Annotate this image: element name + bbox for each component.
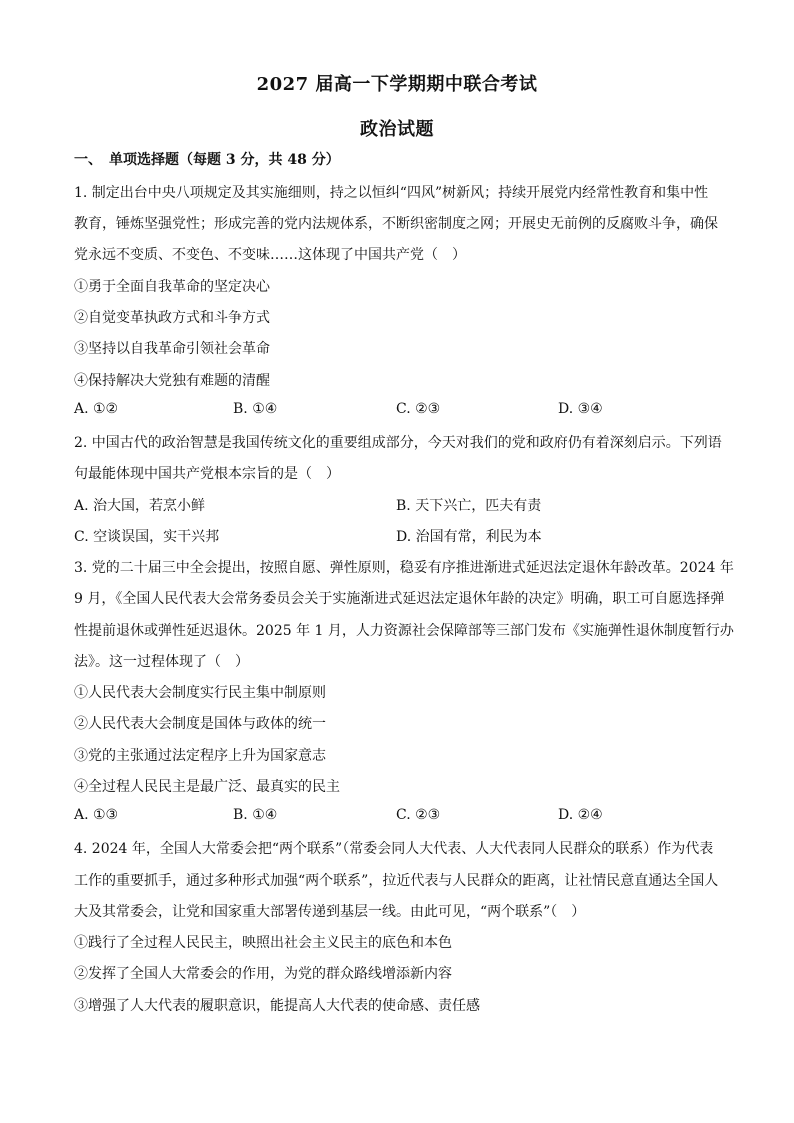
exam-subject: 政治试题 <box>360 119 434 140</box>
q2-option-a: A. 治大国，若烹小鲜 <box>74 498 206 514</box>
q1-item: ②自觉变革执政方式和斗争方式 <box>74 310 270 326</box>
q4-stem-line: 4. 2024 年，全国人大常委会把“两个联系”（常委会同人大代表、人大代表同人民群众的联系）作为代表 <box>74 841 714 857</box>
q3-item: ①人民代表大会制度实行民主集中制原则 <box>74 685 326 701</box>
q2-stem-line: 2. 中国古代的政治智慧是我国传统文化的重要组成部分，今天对我们的党和政府仍有着深刻启示。下列语 <box>74 435 722 451</box>
q1-option-c: C. ②③ <box>396 401 441 417</box>
section-heading: 一、 单项选择题（每题 3 分，共 48 分） <box>74 152 340 168</box>
q3-stem-line: 9 月，《全国人民代表大会常务委员会关于实施渐进式延迟法定退休年龄的决定》明确，职工可自愿选择弹 <box>74 591 725 607</box>
q1-option-a: A. ①② <box>74 401 119 417</box>
q1-stem-line: 教育，锤炼坚强党性；形成完善的党内法规体系，不断织密制度之网；开展史无前例的反腐败斗争，确保 <box>74 216 718 232</box>
q3-stem-line: 性提前退休或弹性延迟退休。2025 年 1 月，人力资源社会保障部等三部门发布《实施弹性退休制度暂行办 <box>74 623 734 639</box>
q3-item: ④全过程人民民主是最广泛、最真实的民主 <box>74 779 340 795</box>
q3-item: ②人民代表大会制度是国体与政体的统一 <box>74 716 326 732</box>
q1-option-d: D. ③④ <box>558 401 603 417</box>
q2-option-b: B. 天下兴亡，匹夫有责 <box>396 498 542 514</box>
q3-option-a: A. ①③ <box>74 807 119 823</box>
q3-item: ③党的主张通过法定程序上升为国家意志 <box>74 748 326 764</box>
q3-option-d: D. ②④ <box>558 807 603 823</box>
q1-item: ④保持解决大党独有难题的清醒 <box>74 373 270 389</box>
q2-option-c: C. 空谈误国，实干兴邦 <box>74 529 220 545</box>
q2-option-d: D. 治国有常，利民为本 <box>396 529 542 545</box>
q3-option-c: C. ②③ <box>396 807 441 823</box>
q4-item: ③增强了人大代表的履职意识，能提高人大代表的使命感、责任感 <box>74 998 480 1014</box>
q3-stem-line: 法》。这一过程体现了（ ） <box>74 654 249 670</box>
q3-stem-line: 3. 党的二十届三中全会提出，按照自愿、弹性原则，稳妥有序推进渐进式延迟法定退休年龄改革。2024 年 <box>74 560 734 576</box>
q1-stem-line: 1. 制定出台中央八项规定及其实施细则，持之以恒纠“四风”树新风；持续开展党内经常性教育和集中性 <box>74 185 709 201</box>
q1-stem-line: 党永远不变质、不变色、不变味……这体现了中国共产党（ ） <box>74 247 466 263</box>
q1-option-b: B. ①④ <box>233 401 278 417</box>
q2-stem-line: 句最能体现中国共产党根本宗旨的是（ ） <box>74 466 340 482</box>
q1-item: ①勇于全面自我革命的坚定决心 <box>74 279 270 295</box>
exam-title: 2027 届高一下学期期中联合考试 <box>256 74 538 95</box>
q3-option-b: B. ①④ <box>233 807 278 823</box>
q4-item: ②发挥了全国人大常委会的作用，为党的群众路线增添新内容 <box>74 966 452 982</box>
q4-stem-line: 大及其常委会，让党和国家重大部署传递到基层一线。由此可见，“两个联系”（ ） <box>74 904 586 920</box>
q4-item: ①践行了全过程人民民主，映照出社会主义民主的底色和本色 <box>74 935 452 951</box>
q4-stem-line: 工作的重要抓手，通过多种形式加强“两个联系”，拉近代表与人民群众的距离，让社情民意直通达全国人 <box>74 873 719 889</box>
q1-item: ③坚持以自我革命引领社会革命 <box>74 341 270 357</box>
